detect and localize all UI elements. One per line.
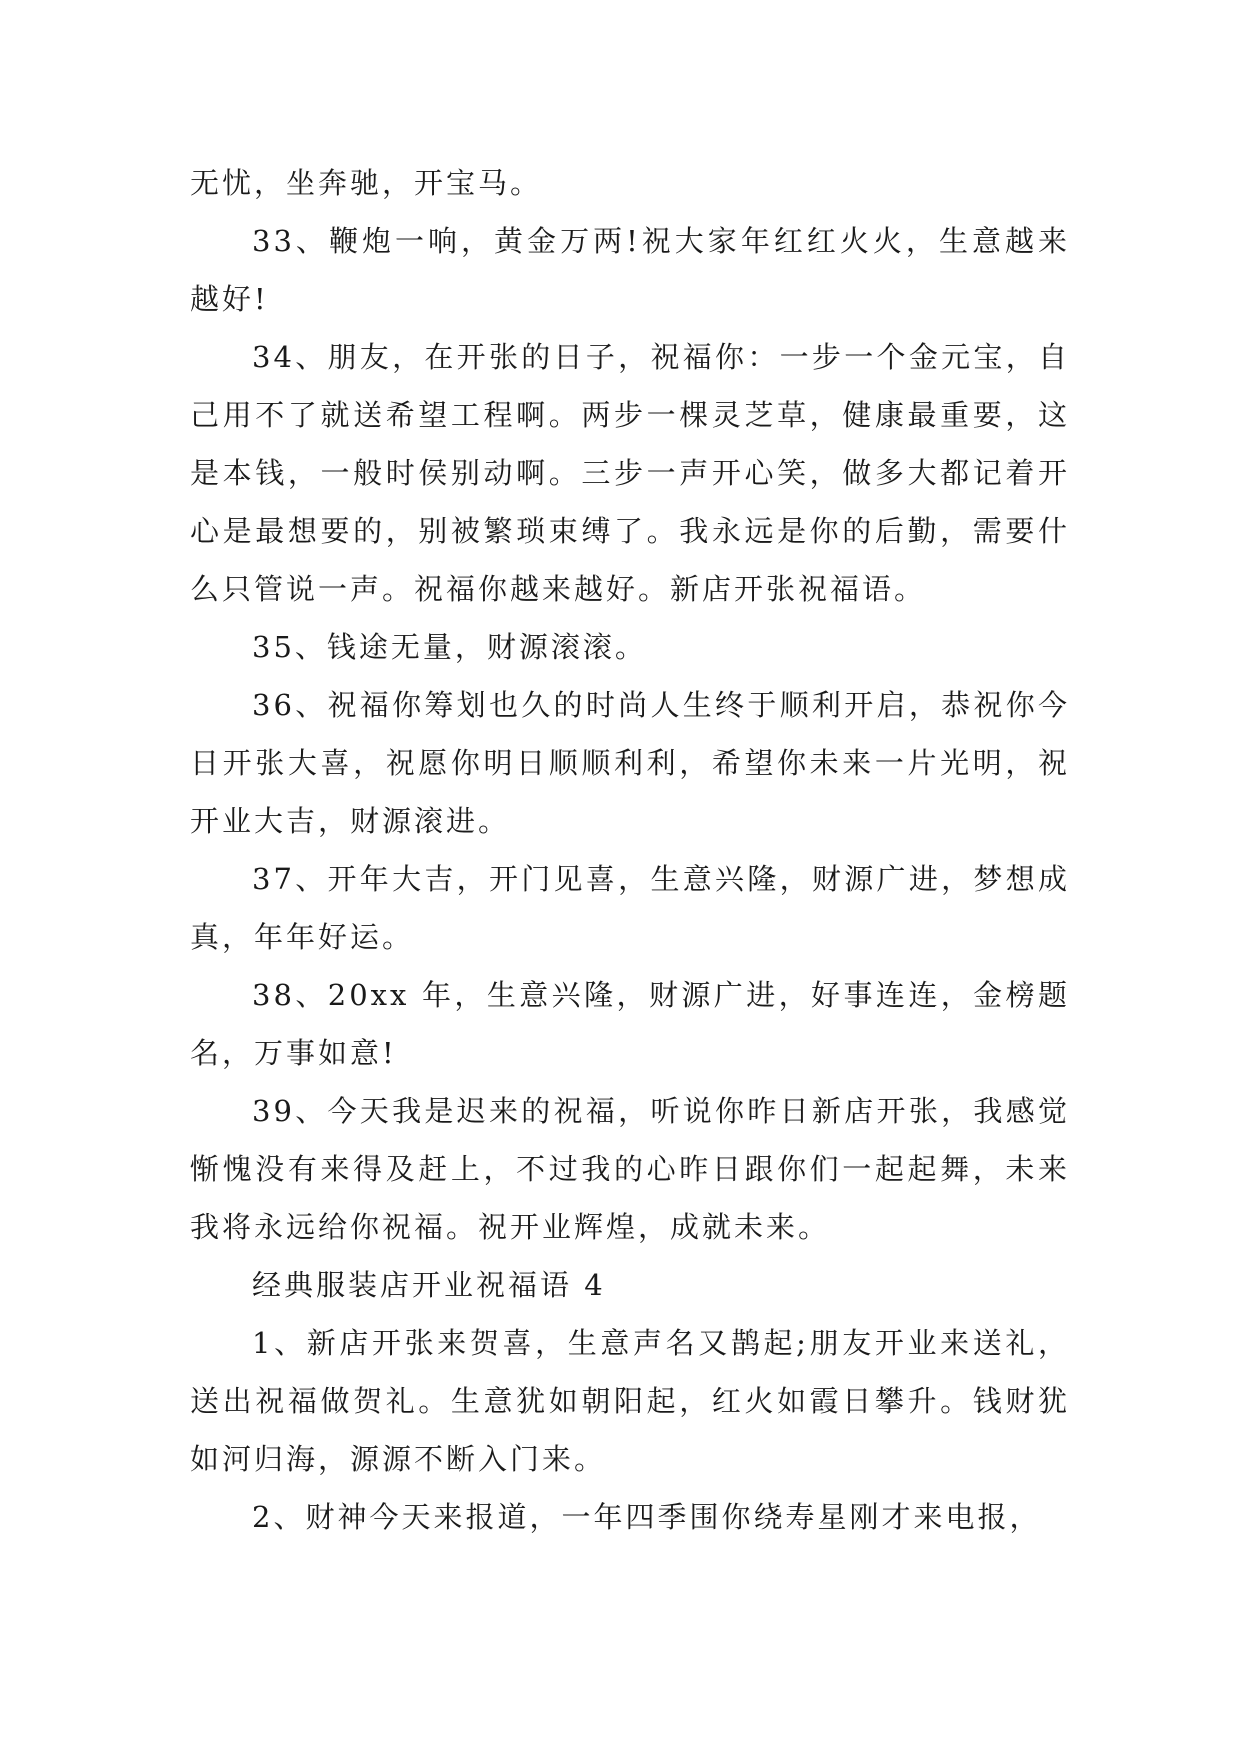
paragraph-34: 34、朋友，在开张的日子，祝福你：一步一个金元宝，自己用不了就送希望工程啊。两步一棵灵芝草，健康最重要，这是本钱，一般时侯别动啊。三步一声开心笑，做多大都记着开心是最想要的，别被繁琐束缚了。我永远是你的后勤，需要什么只管说一声。祝福你越来越好。新店开张祝福语。	[190, 340, 1070, 606]
document-body	[190, 154, 1070, 1546]
section-heading: 经典服装店开业祝福语 4	[252, 1268, 606, 1302]
paragraph-39: 39、今天我是迟来的祝福，听说你昨日新店开张，我感觉惭愧没有来得及赶上，不过我的心昨日跟你们一起起舞，未来我将永远给你祝福。祝开业辉煌，成就未来。	[190, 1094, 1070, 1244]
paragraph-2: 2、财神今天来报道，一年四季围你绕寿星刚才来电报，	[252, 1500, 1042, 1534]
paragraph-36: 36、祝福你筹划也久的时尚人生终于顺利开启，恭祝你今日开张大喜，祝愿你明日顺顺利利，希望你未来一片光明，祝开业大吉，财源滚进。	[190, 688, 1070, 838]
paragraph-37: 37、开年大吉，开门见喜，生意兴隆，财源广进，梦想成真，年年好运。	[190, 862, 1070, 954]
paragraph-38: 38、20xx 年，生意兴隆，财源广进，好事连连，金榜题名，万事如意!	[190, 978, 1070, 1070]
paragraph-continuation: 无忧，坐奔驰，开宝马。	[190, 166, 543, 200]
paragraph-1: 1、新店开张来贺喜，生意声名又鹊起;朋友开业来送礼，送出祝福做贺礼。生意犹如朝阳起，红火如霞日攀升。钱财犹如河归海，源源不断入门来。	[190, 1326, 1070, 1476]
paragraph-33: 33、鞭炮一响，黄金万两!祝大家年红红火火，生意越来越好!	[190, 224, 1070, 316]
paragraph-35: 35、钱途无量，财源滚滚。	[252, 630, 647, 664]
